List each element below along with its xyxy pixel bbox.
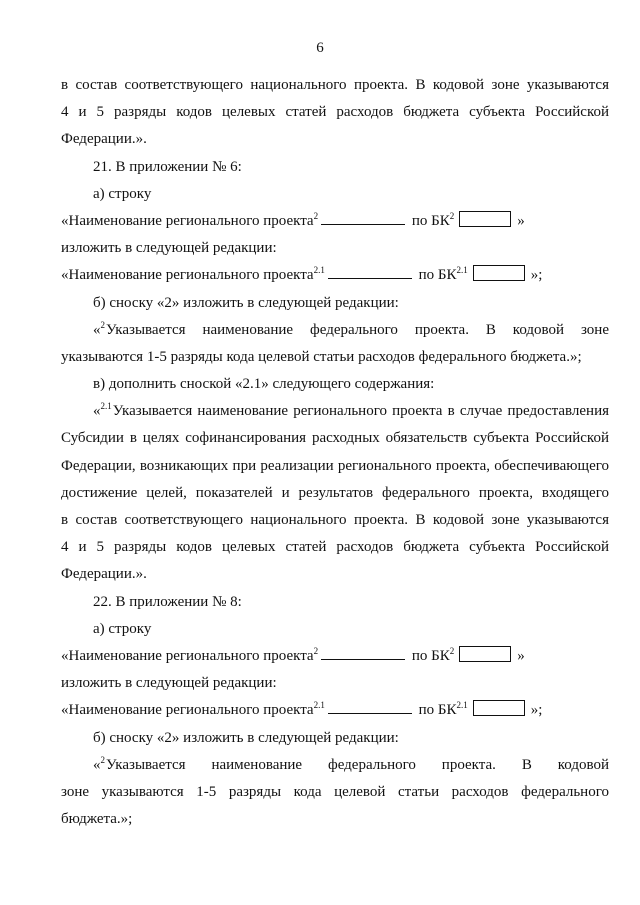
footnote-ref: 2 (100, 319, 105, 330)
text-line: Субсидии в целях софинансирования расходных обязательств субъекта Российской (61, 430, 609, 447)
footnote-ref: 2 (449, 210, 455, 221)
row-label: «Наименование регионального проекта (61, 647, 314, 664)
text-line: а) строку (93, 620, 152, 637)
code-box (459, 211, 511, 227)
row-end: » (517, 212, 525, 229)
code-box (473, 700, 525, 716)
code-box (459, 646, 511, 662)
row-code-label: по БК (411, 212, 450, 229)
text-line: в состав соответствующего национального проекта. В кодовой зоне указываются (61, 77, 609, 93)
footnote-text (61, 398, 609, 425)
row-label: «Наименование регионального проекта (61, 267, 314, 284)
row-code-label: по БК (418, 267, 457, 284)
row-code-label: по БК (418, 702, 457, 719)
footnote-body: Указывается наименование регионального проекта в случае предоставления (112, 403, 609, 420)
footnote-ref: 2 (313, 645, 319, 656)
footnote-ref: 2 (313, 210, 319, 221)
footnote-ref: 2 (100, 754, 105, 765)
row-label: «Наименование регионального проекта (61, 212, 314, 229)
footnote-text (61, 317, 609, 344)
section-heading-22: 22. В приложении № 8: (93, 593, 242, 610)
quote-open: « (93, 403, 101, 420)
footnote-ref: 2.1 (456, 700, 468, 711)
text-line: Федерации, возникающих при реализации регионального проекта, обеспечивающего (61, 457, 609, 474)
text-line: 4 и 5 разряды кодов целевых статей расходов бюджета субъекта Российской (61, 104, 609, 121)
row-end: »; (530, 267, 543, 284)
blank-line (328, 712, 412, 714)
footnote-ref: 2 (449, 645, 455, 656)
footnote-ref: 2.1 (313, 700, 325, 711)
document-body (61, 72, 609, 833)
form-row-new (61, 697, 609, 724)
footnote-text (61, 752, 609, 779)
quote-open: « (93, 321, 101, 338)
text-line: 4 и 5 разряды кодов целевых статей расходов бюджета субъекта Российской (61, 539, 609, 556)
blank-line (328, 277, 412, 279)
footnote-ref: 2.1 (456, 265, 468, 276)
section-heading-21: 21. В приложении № 6: (93, 158, 242, 175)
code-box (473, 265, 525, 281)
text-line: изложить в следующей редакции: (61, 675, 277, 692)
row-end: »; (530, 702, 543, 719)
footnote-ref: 2.1 (100, 401, 112, 412)
text-line: а) строку (93, 185, 152, 202)
footnote-body: Указывается наименование федерального проекта. В кодовой (106, 756, 609, 773)
row-end: » (517, 647, 525, 664)
row-label: «Наименование регионального проекта (61, 702, 314, 719)
form-row-old (61, 643, 609, 670)
text-line: в состав соответствующего национального проекта. В кодовой зоне указываются (61, 512, 609, 528)
footnote-ref: 2.1 (313, 265, 325, 276)
text-line: указываются 1-5 разряды кода целевой статьи расходов федерального бюджета.»; (61, 348, 582, 365)
text-line: в) дополнить сноской «2.1» следующего содержания: (93, 376, 435, 393)
quote-open: « (93, 756, 101, 773)
blank-line (321, 223, 405, 225)
text-line: б) сноску «2» изложить в следующей редакции: (93, 294, 399, 311)
text-line: б) сноску «2» изложить в следующей редакции: (93, 729, 399, 746)
text-line: Федерации.». (61, 566, 147, 583)
row-code-label: по БК (411, 647, 450, 664)
page-number: 6 (316, 40, 324, 56)
text-line: Федерации.». (61, 131, 147, 148)
text-line: достижение целей, показателей и результатов федерального проекта, входящего (61, 484, 609, 501)
footnote-body: Указывается наименование федерального проекта. В кодовой зоне (106, 321, 609, 338)
text-line: изложить в следующей редакции: (61, 240, 277, 257)
form-row-old (61, 208, 609, 235)
text-line: бюджета.»; (61, 811, 133, 828)
text-line: зоне указываются 1-5 разряды кода целевой статьи расходов федерального (61, 783, 609, 800)
form-row-new (61, 262, 609, 289)
blank-line (321, 658, 405, 660)
